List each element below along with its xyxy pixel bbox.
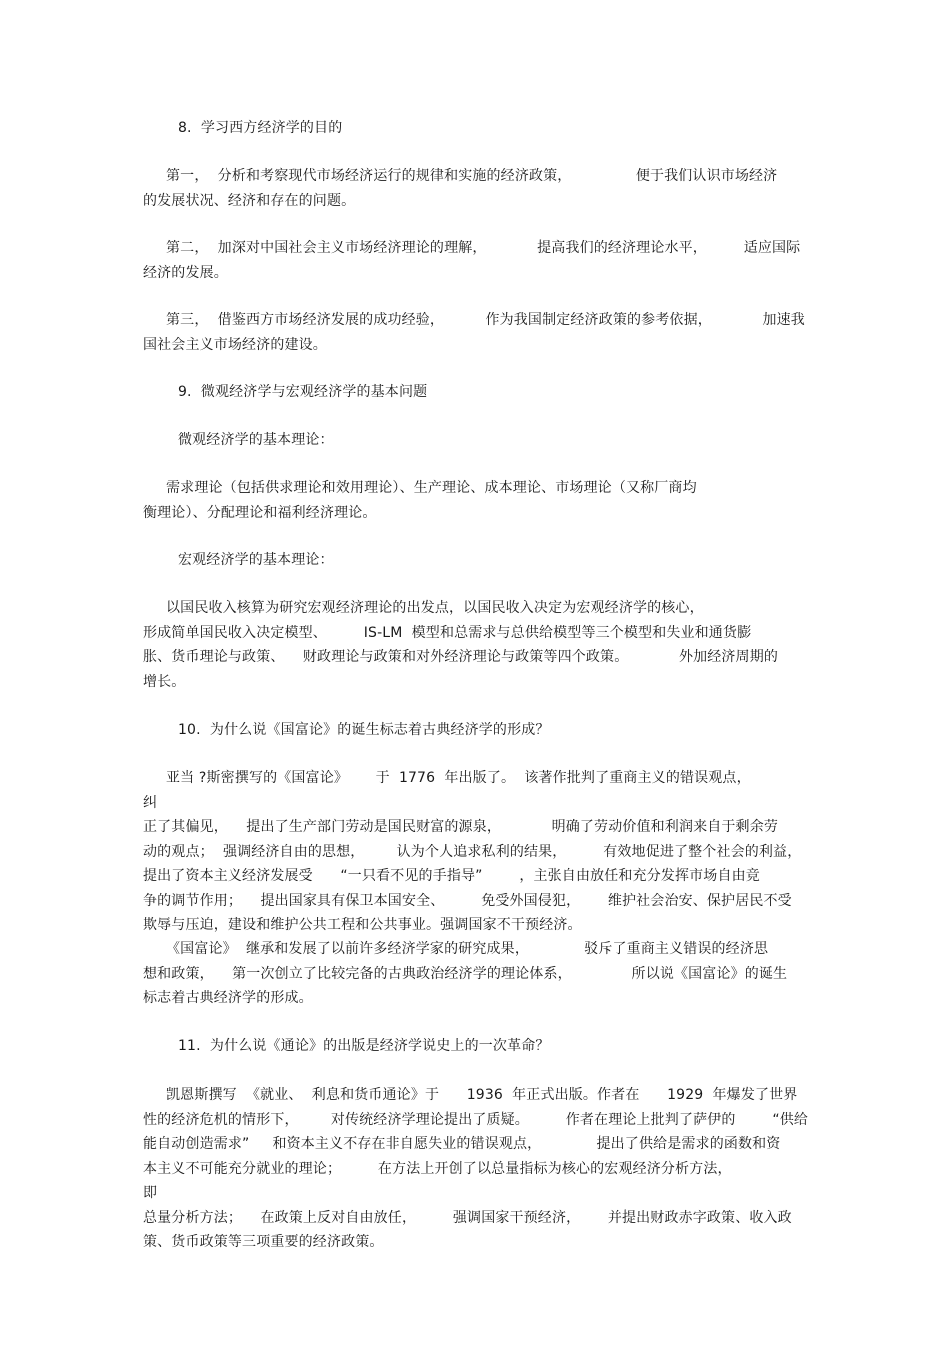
paragraph-macro-theory: 以国民收入核算为研究宏观经济理论的出发点，以国民收入决定为宏观经济学的核心， 形成简单国民收入决定模型、 IS-LM 模型和总需求与总供给模型等三个模型和失业和通货膨 胀、货币理论与政策、 财政理论与政策和对外经济理论与政策等四个政策。 外加经济周期的 增长。 [143,600,779,690]
section-heading-11: 11. 为什么说《通论》的出版是经济学说史上的一次革命？ [178,1038,550,1054]
section-heading-10: 10. 为什么说《国富论》的诞生标志着古典经济学的形成？ [178,722,550,738]
paragraph-purpose-second: 第二， 加深对中国社会主义市场经济理论的理解， 提高我们的经济理论水平， 适应国际 经济的发展。 [143,240,801,281]
paragraph-wealth-of-nations-1: 亚当 ?斯密撰写的《国富论》 于 1776 年出版了。 该著作批判了重商主义的错误观点， 纠 正了其偏见， 提出了生产部门劳动是国民财富的源泉， 明确了劳动价值和利润来自于剩余劳 动的观点； 强调经济自由的思想， 认为个人追求私利的结果， 有效地促进了整个社会的利益， 提出了资本主义经济发展受 “一只看不见的手指导” ，主张自由放任和充分发挥市场自由竞 争的调节作用； 提出国家具有保卫本国安全、 免受外国侵犯， 维护社会治安、保护居民不受 欺辱与压迫，建设和维护公共工程和公共事业。强调国家不干预经济。 [143,770,802,933]
paragraph-micro-theory: 需求理论（包括供求理论和效用理论）、生产理论、成本理论、市场理论（又称厂商均 衡理论）、分配理论和福利经济理论。 [143,480,697,521]
section-heading-9: 9. 微观经济学与宏观经济学的基本问题 [178,384,428,400]
subheading-macro-theory: 宏观经济学的基本理论： [178,552,334,568]
paragraph-purpose-third: 第三， 借鉴西方市场经济发展的成功经验， 作为我国制定经济政策的参考依据， 加速我 国社会主义市场经济的建设。 [143,312,805,353]
paragraph-wealth-of-nations-2: 《国富论》 继承和发展了以前许多经济学家的研究成果， 驳斥了重商主义错误的经济思 想和政策， 第一次创立了比较完备的古典政治经济学的理论体系， 所以说《国富论》的诞生 标志着古典经济学的形成。 [143,941,788,1006]
paragraph-general-theory: 凯恩斯撰写 《就业、 利息和货币通论》于 1936 年正式出版。作者在 1929 年爆发了世界 性的经济危机的情形下， 对传统经济学理论提出了质疑。 作者在理论上批判了萨伊的 “供给 能自动创造需求” 和资本主义不存在非自愿失业的错误观点， 提出了供给是需求的函数和资 本主义不可能充分就业的理论； 在方法上开创了以总量指标为核心的宏观经济分析方法， 即 总量分析方法； 在政策上反对自由放任， 强调国家干预经济， 并提出财政赤字政策、收入政 策、货币政策等三项重要的经济政策。 [143,1087,809,1250]
paragraph-purpose-first: 第一， 分析和考察现代市场经济运行的规律和实施的经济政策， 便于我们认识市场经济 的发展状况、经济和存在的问题。 [143,168,778,209]
section-heading-8: 8. 学习西方经济学的目的 [178,120,343,136]
subheading-micro-theory: 微观经济学的基本理论： [178,432,334,448]
